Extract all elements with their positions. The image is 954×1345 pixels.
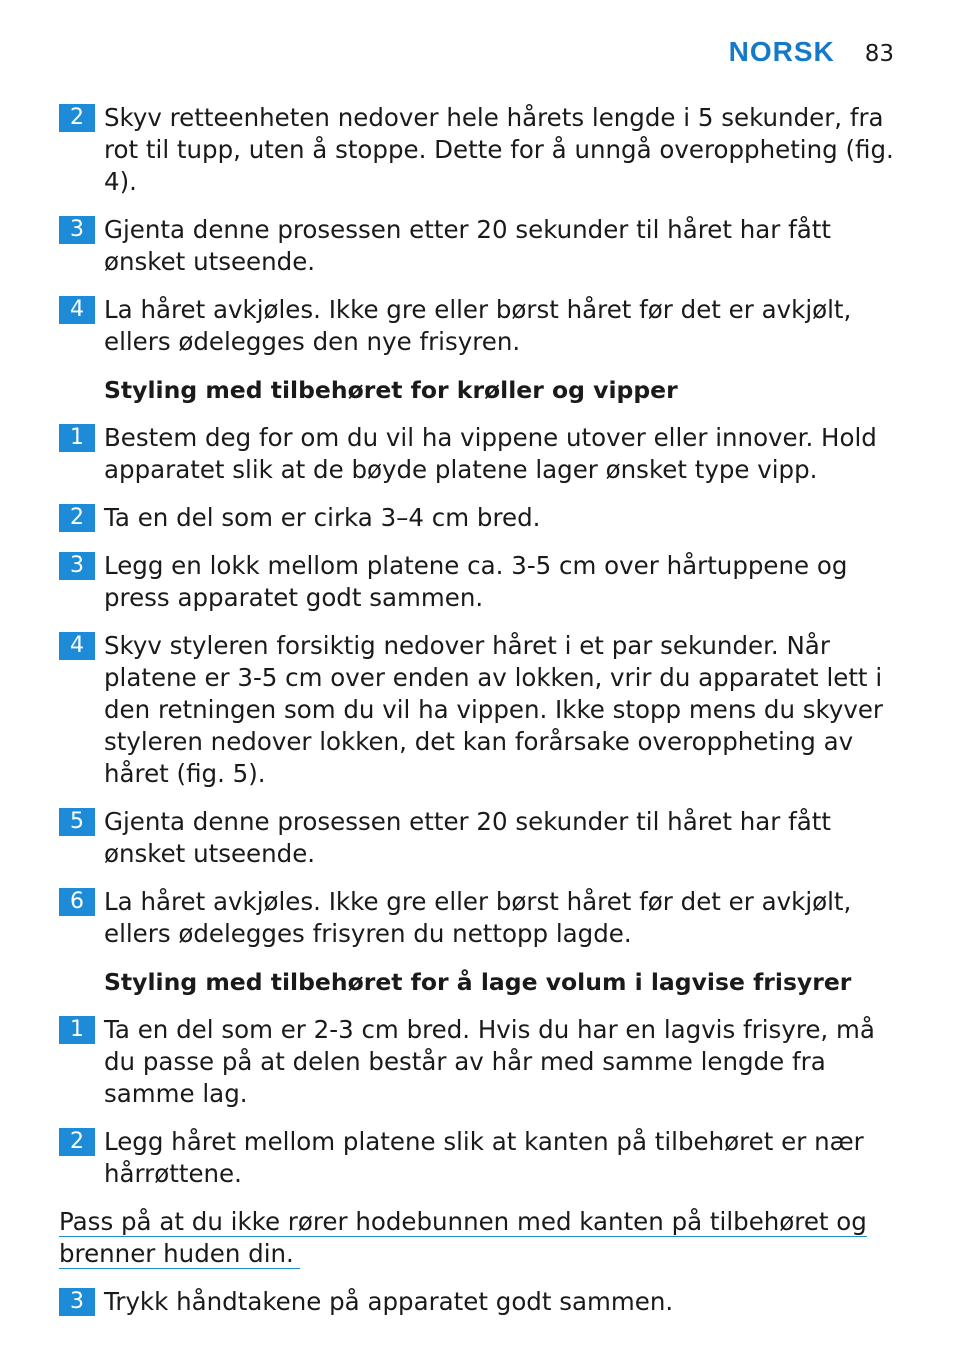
step-number-badge: 1: [59, 424, 95, 452]
step-text: Skyv styleren forsiktig nedover håret i et par sekunder. Når platene er 3-5 cm over enden av lokken, vrir du apparatet lett i den retningen som du vil ha vippen. Ikke stopp mens du skyver styleren nedover lokken, det kan forårsake overoppheting av håret (fig. 5).: [104, 631, 883, 788]
step-number-badge: 2: [59, 104, 95, 132]
step-text: Bestem deg for om du vil ha vippene utover eller innover. Hold apparatet slik at de bøyde platene lager ønsket type vipp.: [104, 423, 877, 484]
step-item: [59, 502, 899, 534]
step-number-badge: 5: [59, 808, 95, 836]
step-text: Ta en del som er cirka 3–4 cm bred.: [104, 503, 541, 532]
step-number-badge: 3: [59, 552, 95, 580]
step-text: Ta en del som er 2-3 cm bred. Hvis du har en lagvis frisyre, må du passe på at delen består av hår med samme lengde fra samme lag.: [104, 1015, 875, 1108]
step-number-badge: 2: [59, 1128, 95, 1156]
step-text: La håret avkjøles. Ikke gre eller børst håret før det er avkjølt, ellers ødelegges frisyren du nettopp lagde.: [104, 887, 852, 948]
step-item: [59, 550, 899, 614]
step-text: Gjenta denne prosessen etter 20 sekunder til håret har fått ønsket utseende.: [104, 807, 831, 868]
step-item: [59, 630, 899, 790]
step-text: Skyv retteenheten nedover hele hårets lengde i 5 sekunder, fra rot til tupp, uten å stoppe. Dette for å unngå overoppheting (fig. 4).: [104, 103, 894, 196]
step-number-badge: 6: [59, 888, 95, 916]
warning-note-text: Pass på at du ikke rører hodebunnen med kanten på tilbehøret og brenner huden din.: [59, 1207, 867, 1268]
step-item: [59, 886, 899, 950]
step-number-badge: 1: [59, 1016, 95, 1044]
warning-note: [59, 1206, 899, 1270]
step-text: La håret avkjøles. Ikke gre eller børst håret før det er avkjølt, ellers ødelegges den nye frisyren.: [104, 295, 852, 356]
step-text: Trykk håndtakene på apparatet godt sammen.: [104, 1287, 674, 1316]
step-item: [59, 102, 899, 198]
page-header: [729, 36, 894, 68]
step-item: [59, 1126, 899, 1190]
step-number-badge: 4: [59, 296, 95, 324]
step-number-badge: 2: [59, 504, 95, 532]
section-heading: Styling med tilbehøret for å lage volum i lagvise frisyrer: [104, 968, 852, 996]
step-item: [59, 214, 899, 278]
section-heading: Styling med tilbehøret for krøller og vipper: [104, 376, 678, 404]
step-text: Legg håret mellom platene slik at kanten på tilbehøret er nær hårrøttene.: [104, 1127, 864, 1188]
document-body: [59, 102, 899, 1334]
step-item: [59, 806, 899, 870]
language-label: NORSK: [728, 36, 835, 67]
step-item: [59, 422, 899, 486]
step-item: [59, 294, 899, 358]
step-text: Legg en lokk mellom platene ca. 3-5 cm over hårtuppene og press apparatet godt sammen.: [104, 551, 848, 612]
step-number-badge: 4: [59, 632, 95, 660]
page-number: 83: [864, 41, 894, 67]
step-text: Gjenta denne prosessen etter 20 sekunder til håret har fått ønsket utseende.: [104, 215, 831, 276]
step-item: [59, 1014, 899, 1110]
step-item: [59, 1286, 899, 1318]
step-number-badge: 3: [59, 216, 95, 244]
step-number-badge: 3: [59, 1288, 95, 1316]
